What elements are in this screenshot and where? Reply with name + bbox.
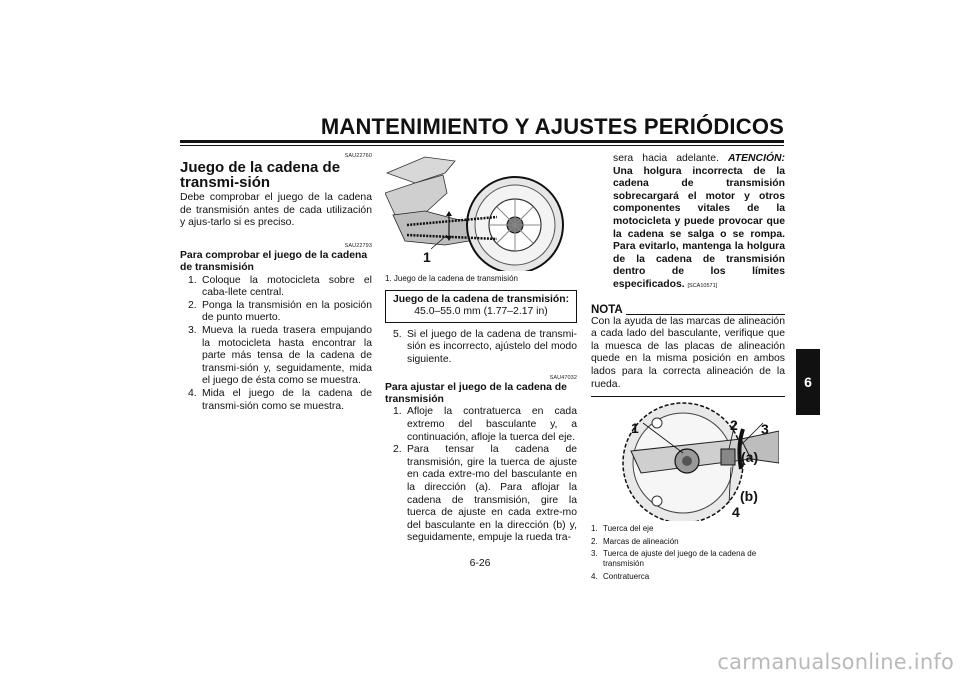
warning-block	[591, 153, 785, 293]
subheading: Para ajustar el juego de la cadena de transmisión	[385, 381, 567, 405]
column-right	[591, 153, 785, 584]
list-item	[385, 406, 577, 444]
intro-paragraph: Debe comprobar el juego de la cadena de transmisión antes de cada utilización y ajus-tarlo si es preciso.	[180, 192, 372, 229]
figure-callout-3: 3	[761, 421, 769, 438]
figure-caption-list	[591, 524, 785, 582]
caption-text: Contratuerca	[603, 571, 650, 581]
step-number: 1.	[188, 274, 197, 286]
list-item	[180, 300, 372, 325]
step-number: 4.	[188, 387, 197, 399]
step-text: Para tensar la cadena de transmisión, gire la tuerca de ajuste en cada extre-mo del basculante en la dirección (a). Para aflojar la cadena de transmisión, gire la tuerca de ajuste en cada extre-mo del basculante en la dirección (b) y, seguidamente, empuje la rueda tra-	[407, 444, 577, 544]
list-item	[385, 329, 577, 367]
figure-callout-1: 1	[631, 420, 639, 437]
note-rule	[626, 314, 785, 315]
note-end-rule	[591, 396, 785, 397]
warning-text: Una holgura incorrecta de la cadena de transmisión sobrecargará el motor y otros componentes vitales de la motocicleta y puede provocar que la cadena se salga o se rompa. Para evitarlo, mantenga la holgura de la cadena de transmisión dentro de los límites especificados.	[613, 165, 785, 290]
chapter-tab[interactable]	[796, 349, 820, 415]
list-item	[591, 572, 785, 582]
step-text: Si el juego de la cadena de transmi-sión es incorrecto, ajústelo del modo siguiente.	[407, 328, 577, 365]
caption-number: 4.	[591, 571, 598, 581]
subheading: Para comprobar el juego de la cadena de transmisión	[180, 249, 368, 274]
warning-title: ATENCIÓN:	[728, 153, 785, 164]
step-number: 2.	[188, 299, 197, 311]
section-code: SAU22760	[344, 153, 372, 159]
alignment-figure	[591, 401, 779, 521]
step-text: Mueva la rueda trasera empujando la motocicleta hasta encontrar la parte más tensa de la cadena de transmi-sión y, seguidamente, mida el juego de ésta como se muestra.	[202, 324, 372, 387]
direction-a-label: (a)	[741, 449, 759, 466]
continuation-text: sera hacia adelante.	[613, 153, 719, 164]
watermark[interactable]: carmanualsonline.info	[717, 650, 954, 674]
list-item	[180, 388, 372, 413]
motorcycle-rear-illustration	[385, 153, 573, 271]
page-title: MANTENIMIENTO Y AJUSTES PERIÓDICOS	[320, 114, 784, 139]
chain-slack-figure	[385, 153, 573, 271]
check-steps-continued	[385, 329, 577, 367]
list-item	[180, 325, 372, 388]
step-number: 3.	[188, 324, 197, 336]
step-number: 2.	[393, 444, 402, 456]
step-number: 5.	[393, 328, 402, 340]
list-item	[591, 524, 785, 534]
list-item	[180, 275, 372, 300]
caption-text: Marcas de alineación	[603, 536, 679, 546]
direction-b-label: (b)	[740, 488, 758, 505]
section-heading: Juego de la cadena de transmi-sión	[180, 159, 341, 191]
note-title: NOTA	[591, 303, 623, 316]
check-steps-list	[180, 275, 372, 414]
caption-text: Tuerca de ajuste del juego de la cadena de transmisión	[603, 549, 757, 569]
step-number: 1.	[393, 406, 402, 418]
list-item	[591, 549, 785, 569]
note-header	[591, 304, 785, 316]
step-text: Ponga la transmisión en la posición de punto muerto.	[202, 299, 372, 324]
figure-callout-4: 4	[732, 504, 740, 521]
step-text: Coloque la motocicleta sobre el caba-llete central.	[202, 274, 372, 299]
adjust-steps-list	[385, 406, 577, 545]
list-item	[591, 537, 785, 547]
figure-callout-1: 1	[423, 249, 431, 265]
figure-caption: 1. Juego de la cadena de transmisión	[385, 274, 518, 283]
caption-number: 1.	[591, 524, 598, 534]
caption-number: 3.	[591, 549, 598, 559]
section-code: SAU47032	[549, 374, 577, 381]
header-rule	[180, 140, 784, 143]
caption-number: 2.	[591, 536, 598, 546]
column-left	[180, 153, 372, 413]
figure-callout-2: 2	[730, 417, 738, 434]
section-code: SAU22793	[344, 242, 372, 249]
page-number: 6-26	[469, 558, 491, 569]
caption-text: Tuerca del eje	[603, 524, 654, 534]
header-rule-thin	[180, 145, 784, 146]
list-item	[385, 444, 577, 545]
note-text: Con la ayuda de las marcas de alineación a cada lado del basculante, verifique que la muesca de las placas de alineación quede en la misma posición en ambos lados para la correcta alineación de la rueda.	[591, 315, 785, 390]
warning-code: [SCA10571]	[687, 282, 718, 289]
spec-value: 45.0–55.0 mm (1.77–2.17 in)	[414, 306, 548, 318]
column-middle	[385, 153, 577, 545]
step-text: Mida el juego de la cadena de transmi-sión como se muestra.	[202, 387, 372, 412]
spec-box	[385, 290, 577, 323]
step-text: Afloje la contratuerca en cada extremo del basculante y, a continuación, afloje la tuerca del eje.	[407, 406, 577, 443]
chapter-number: 6	[804, 374, 812, 390]
spec-label: Juego de la cadena de transmisión:	[392, 294, 570, 305]
